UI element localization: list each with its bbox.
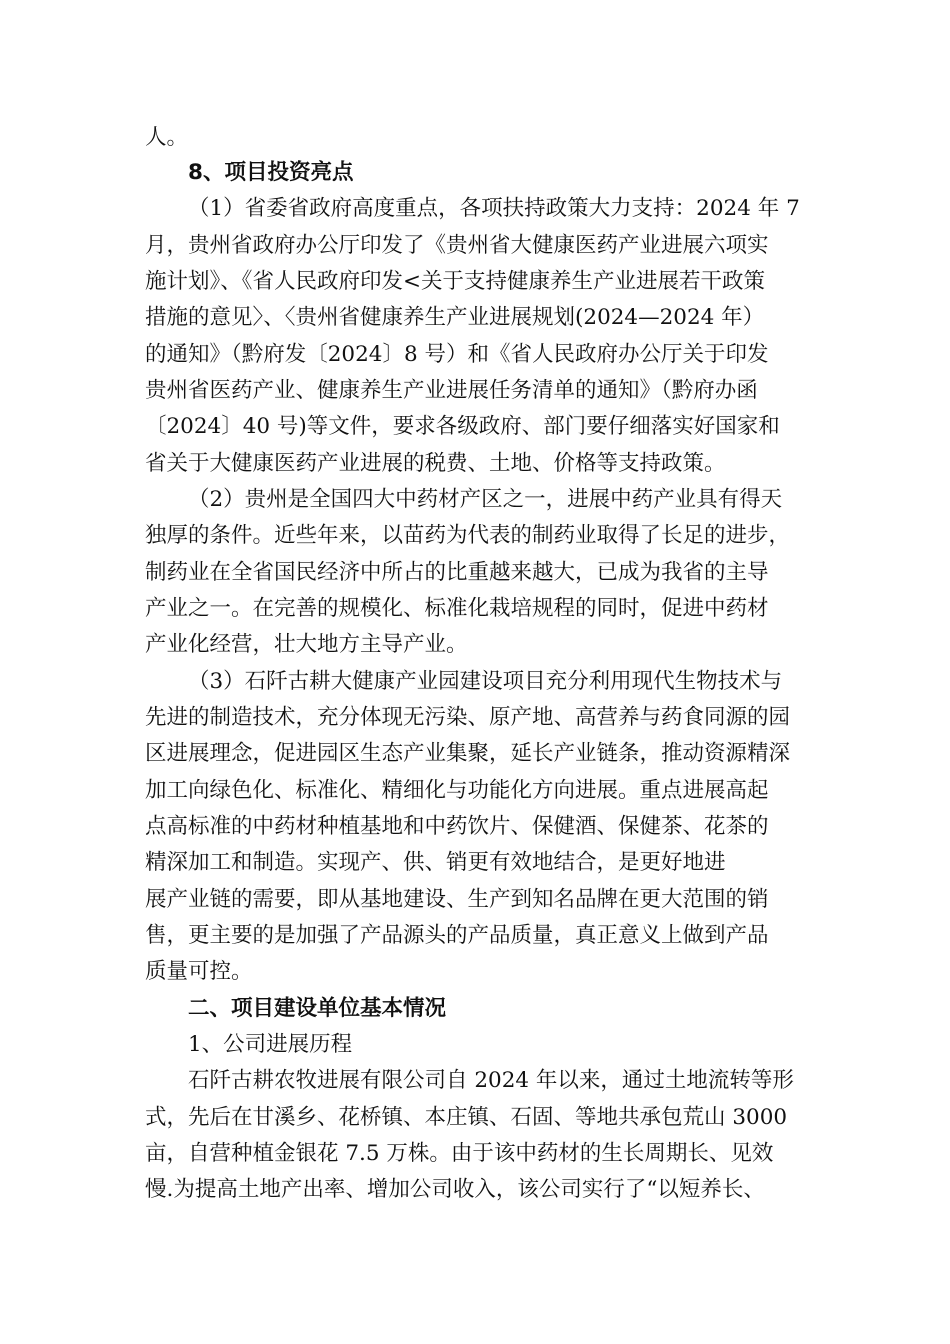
text-line: 先进的制造技术，充分体现无污染、原产地、高营养与药食同源的园	[145, 705, 791, 730]
text-line: 的通知》（黔府发〔2024〕8 号）和《省人民政府办公厅关于印发	[145, 342, 769, 367]
text-line: 展产业链的需要，即从基地建设、生产到知名品牌在更大范围的销	[145, 887, 769, 912]
paragraph-start: （1）省委省政府高度重点，各项扶持政策大力支持：2024 年 7	[188, 196, 800, 221]
section-heading: 8、项目投资亮点	[188, 160, 354, 185]
text-line: 产业之一。在完善的规模化、标准化栽培规程的同时，促进中药材	[145, 596, 769, 621]
paragraph-start: 石阡古耕农牧进展有限公司自 2024 年以来，通过土地流转等形	[188, 1068, 794, 1093]
text-line: 式，先后在甘溪乡、花桥镇、本庄镇、石固、等地共承包荒山 3000	[145, 1105, 788, 1130]
text-line: 措施的意见〉、〈贵州省健康养生产业进展规划(2024—2024 年）	[145, 305, 765, 330]
text-line: 月，贵州省政府办公厅印发了《贵州省大健康医药产业进展六项实	[145, 233, 769, 258]
paragraph-start: （3）石阡古耕大健康产业园建设项目充分利用现代生物技术与	[188, 669, 783, 694]
text-line: 产业化经营，壮大地方主导产业。	[145, 632, 468, 657]
section-heading: 二、项目建设单位基本情况	[188, 996, 447, 1021]
text-line: 加工向绿色化、标准化、精细化与功能化方向进展。重点进展高起	[145, 778, 769, 803]
paragraph-start: （2）贵州是全国四大中药材产区之一，进展中药产业具有得天	[188, 487, 783, 512]
text-line: 省关于大健康医药产业进展的税费、土地、价格等支持政策。	[145, 451, 726, 476]
text-line: 区进展理念，促进园区生态产业集聚，延长产业链条，推动资源精深	[145, 741, 791, 766]
text-line: 精深加工和制造。实现产、供、销更有效地结合，是更好地进	[145, 850, 726, 875]
text-line: 人。	[145, 125, 189, 150]
text-line: 〔2024〕40 号)等文件，要求各级政府、部门要仔细落实好国家和	[145, 414, 780, 439]
text-line: 亩，自营种植金银花 7.5 万株。由于该中药材的生长周期长、见效	[145, 1141, 774, 1166]
text-line: 贵州省医药产业、健康养生产业进展任务清单的通知》（黔府办函	[145, 378, 758, 403]
text-line: 慢.为提高土地产出率、增加公司收入，该公司实行了“以短养长、	[145, 1177, 765, 1202]
subsection-heading: 1、公司进展历程	[188, 1032, 353, 1057]
text-line: 点高标准的中药材种植基地和中药饮片、保健酒、保健茶、花茶的	[145, 814, 769, 839]
text-line: 施计划》、《省人民政府印发<关于支持健康养生产业进展若干政策	[145, 269, 766, 294]
text-line: 独厚的条件。近些年来，以苗药为代表的制药业取得了长足的进步，	[145, 523, 791, 548]
text-line: 质量可控。	[145, 959, 253, 984]
text-line: 制药业在全省国民经济中所占的比重越来越大，已成为我省的主导	[145, 560, 769, 585]
text-line: 售，更主要的是加强了产品源头的产品质量，真正意义上做到产品	[145, 923, 769, 948]
